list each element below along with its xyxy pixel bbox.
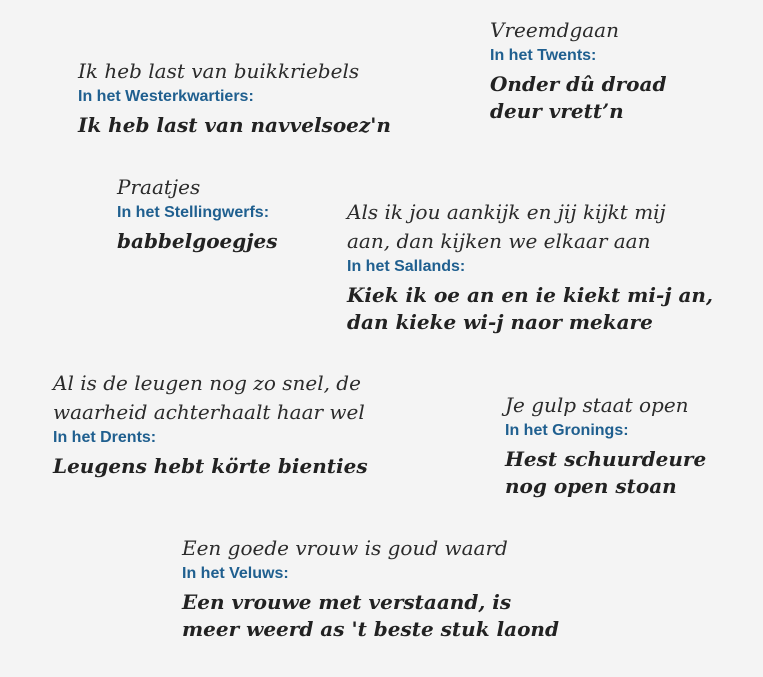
phrase-line: Praatjes xyxy=(117,175,201,199)
proverb-twents xyxy=(490,16,666,125)
translation-line: Kiek ik oe an en ie kiekt mi-j an, xyxy=(347,283,713,307)
proverb-sallands xyxy=(347,198,713,336)
phrase-standard-dutch xyxy=(490,16,666,45)
dialect-translation xyxy=(490,71,666,125)
proverb-stellingwerfs xyxy=(117,173,278,255)
proverb-drents xyxy=(53,369,368,480)
dialect-translation xyxy=(78,112,391,139)
phrase-line: Al is de leugen nog zo snel, de xyxy=(53,371,361,395)
phrase-line: Vreemdgaan xyxy=(490,18,619,42)
dialect-translation xyxy=(53,453,368,480)
phrase-line: waarheid achterhaalt haar wel xyxy=(53,400,365,424)
translation-line: nog open stoan xyxy=(505,474,677,498)
proverb-veluws xyxy=(182,534,559,643)
dialect-label: In het Drents: xyxy=(53,429,157,446)
dialect-label: In het Stellingwerfs: xyxy=(117,204,270,221)
dialect-label: In het Westerkwartiers: xyxy=(78,88,254,105)
translation-line: Ik heb last van navvelsoez'n xyxy=(78,113,391,137)
translation-line: Hest schuurdeure xyxy=(505,447,707,471)
phrase-standard-dutch xyxy=(78,57,391,86)
proverb-gronings xyxy=(505,391,706,500)
translation-line: meer weerd as 't beste stuk laond xyxy=(182,617,559,641)
phrase-line: aan, dan kijken we elkaar aan xyxy=(347,229,651,253)
phrase-standard-dutch xyxy=(347,198,713,256)
translation-line: babbelgoegjes xyxy=(117,229,278,253)
translation-line: deur vrett’n xyxy=(490,99,624,123)
dialect-translation xyxy=(347,282,713,336)
translation-line: Leugens hebt körte bienties xyxy=(53,454,368,478)
dialect-label: In het Gronings: xyxy=(505,422,629,439)
translation-line: dan kieke wi-j naor mekare xyxy=(347,310,653,334)
phrase-standard-dutch xyxy=(117,173,278,202)
dialect-label: In het Sallands: xyxy=(347,258,466,275)
dialect-label: In het Twents: xyxy=(490,47,597,64)
translation-line: Onder dû droad xyxy=(490,72,667,96)
dialect-translation xyxy=(117,228,278,255)
phrase-line: Ik heb last van buikkriebels xyxy=(78,59,360,83)
phrase-line: Je gulp staat open xyxy=(505,393,689,417)
phrase-line: Een goede vrouw is goud waard xyxy=(182,536,508,560)
phrase-standard-dutch xyxy=(182,534,559,563)
translation-line: Een vrouwe met verstaand, is xyxy=(182,590,512,614)
phrase-standard-dutch xyxy=(505,391,706,420)
dialect-translation xyxy=(505,446,706,500)
dialect-label: In het Veluws: xyxy=(182,565,289,582)
proverb-westerkwartiers xyxy=(78,57,391,139)
dialect-translation xyxy=(182,589,559,643)
phrase-standard-dutch xyxy=(53,369,368,427)
phrase-line: Als ik jou aankijk en jij kijkt mij xyxy=(347,200,666,224)
